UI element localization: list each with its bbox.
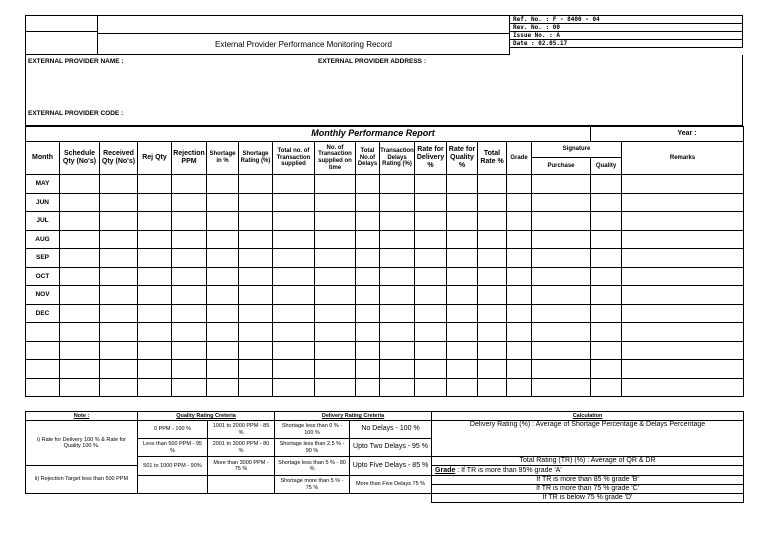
data-cell[interactable] [591,304,622,323]
month-row [26,193,744,212]
calc-delivery-rating: Delivery Rating (%) : Average of Shortage Percentage & Delays Percentage [432,421,744,457]
data-cell[interactable] [100,175,138,194]
year-label: Year : [591,127,744,142]
month-label: SEP [26,249,60,268]
data-cell[interactable] [532,193,591,212]
data-cell[interactable] [507,304,532,323]
data-cell[interactable] [315,267,356,286]
data-cell[interactable] [273,267,315,286]
month-label: MAY [26,175,60,194]
data-cell[interactable] [447,249,478,268]
provider-code-label: EXTERNAL PROVIDER CODE : [28,110,124,117]
delivery-criteria-heading: Delivery Rating Creteria [275,412,432,421]
col-transaction-delays-rating: Transaction Delays Rating (%) [380,142,415,175]
month-label: JUN [26,193,60,212]
data-cell[interactable] [315,249,356,268]
data-cell[interactable] [380,193,415,212]
data-cell[interactable] [447,323,478,342]
data-cell[interactable] [172,323,207,342]
data-cell[interactable] [60,212,100,231]
data-cell[interactable] [100,323,138,342]
delivery-criteria-row: Shortage less than 0 % - 100 % [275,421,350,439]
data-cell[interactable] [138,323,172,342]
data-cell[interactable] [478,378,507,397]
grade-rule-b: If TR is more than 85 % grade 'B' [432,476,744,485]
data-cell[interactable] [138,175,172,194]
data-cell[interactable] [138,341,172,360]
data-cell[interactable] [447,193,478,212]
month-label: DEC [26,304,60,323]
data-cell[interactable] [356,230,380,249]
data-cell[interactable] [447,230,478,249]
col-month: Month [26,142,60,175]
data-cell[interactable] [172,286,207,305]
data-cell[interactable] [507,267,532,286]
data-cell[interactable] [478,267,507,286]
data-cell[interactable] [622,193,744,212]
data-cell[interactable] [207,175,239,194]
document-title: External Provider Performance Monitoring Record [215,40,392,49]
data-cell[interactable] [273,212,315,231]
data-cell[interactable] [507,378,532,397]
data-cell[interactable] [60,323,100,342]
data-cell[interactable] [315,323,356,342]
data-cell[interactable] [356,212,380,231]
data-cell[interactable] [507,249,532,268]
data-cell[interactable] [315,193,356,212]
col-total-delays: Total No.of Delays [356,142,380,175]
data-cell[interactable] [273,304,315,323]
data-cell[interactable] [60,193,100,212]
data-cell[interactable] [207,230,239,249]
col-received-qty: Received Qty (No's) [100,142,138,175]
note-heading: Note : [26,412,138,421]
month-label: AUG [26,230,60,249]
month-row [26,341,744,360]
ref-number: Ref. No. : F - 8400 - 04 [510,16,743,24]
data-cell[interactable] [138,267,172,286]
data-cell[interactable] [239,378,273,397]
data-cell[interactable] [239,212,273,231]
data-cell[interactable] [172,341,207,360]
data-cell[interactable] [622,212,744,231]
data-cell[interactable] [172,249,207,268]
data-cell[interactable] [273,249,315,268]
data-cell[interactable] [622,267,744,286]
col-remarks: Remarks [622,142,744,175]
data-cell[interactable] [532,378,591,397]
grade-rule-a-text: : If TR is more than 95% grade 'A' [455,466,562,474]
data-cell[interactable] [138,378,172,397]
data-cell[interactable] [315,212,356,231]
data-cell[interactable] [622,378,744,397]
performance-table [25,126,744,397]
data-cell[interactable] [591,267,622,286]
data-cell[interactable] [60,286,100,305]
data-cell[interactable] [380,286,415,305]
data-cell[interactable] [100,249,138,268]
data-cell[interactable] [447,267,478,286]
data-cell[interactable] [315,175,356,194]
col-rej-qty: Rej Qty [138,142,172,175]
month-row [26,230,744,249]
data-cell[interactable] [60,230,100,249]
data-cell[interactable] [591,175,622,194]
data-cell[interactable] [532,304,591,323]
data-cell[interactable] [315,304,356,323]
data-cell[interactable] [356,323,380,342]
data-cell[interactable] [239,193,273,212]
data-cell[interactable] [239,175,273,194]
data-cell[interactable] [591,323,622,342]
data-cell[interactable] [591,378,622,397]
col-rate-delivery: Rate for Delivery % [415,142,447,175]
data-cell[interactable] [447,175,478,194]
col-transactions-on-time: No. of Transaction supplied on time [315,142,356,175]
data-cell[interactable] [239,360,273,379]
col-rate-quality: Rate for Quality % [447,142,478,175]
calc-total-rating: Total Rating (TR) (%) : Average of QR & DR [432,457,744,466]
data-cell[interactable] [447,360,478,379]
data-cell[interactable] [415,360,447,379]
issue-date: Date : 02.05.17 [510,40,743,48]
data-cell[interactable] [415,175,447,194]
data-cell[interactable] [622,175,744,194]
data-cell[interactable] [315,286,356,305]
title-box [97,15,510,55]
data-cell[interactable] [207,249,239,268]
data-cell[interactable] [60,304,100,323]
data-cell[interactable] [172,230,207,249]
col-schedule-qty: Schedule Qty (No's) [60,142,100,175]
data-cell[interactable] [380,249,415,268]
month-label [26,323,60,342]
grade-rule-c: If TR is more than 75 % grade 'C' [432,485,744,494]
criteria-footer-table [25,411,744,503]
grade-rule-d: If TR is below 75 % grade 'D' [432,494,744,503]
note-item-2: ii) Rejection Target less than 500 PPM [26,466,138,494]
col-purchase: Purchase [532,158,591,175]
data-cell[interactable] [239,267,273,286]
data-cell[interactable] [415,286,447,305]
data-cell[interactable] [239,230,273,249]
data-cell[interactable] [447,341,478,360]
data-cell[interactable] [478,230,507,249]
data-cell[interactable] [315,378,356,397]
data-cell[interactable] [415,267,447,286]
data-cell[interactable] [172,193,207,212]
data-cell[interactable] [532,175,591,194]
month-label [26,378,60,397]
data-cell[interactable] [172,304,207,323]
data-cell[interactable] [478,193,507,212]
data-cell[interactable] [138,212,172,231]
data-cell[interactable] [239,249,273,268]
data-cell[interactable] [356,304,380,323]
data-cell[interactable] [172,360,207,379]
data-cell[interactable] [591,360,622,379]
data-cell[interactable] [478,286,507,305]
data-cell[interactable] [60,360,100,379]
quality-criteria-row: 2001 to 3000 PPM - 80 % [208,439,275,457]
data-cell[interactable] [356,360,380,379]
data-cell[interactable] [273,175,315,194]
month-row [26,304,744,323]
data-cell[interactable] [447,212,478,231]
data-cell[interactable] [478,304,507,323]
data-cell[interactable] [356,341,380,360]
data-cell[interactable] [172,378,207,397]
data-cell[interactable] [591,286,622,305]
quality-criteria-row: 501 to 1000 PPM - 90% [138,457,208,476]
data-cell[interactable] [415,193,447,212]
data-cell[interactable] [60,175,100,194]
month-label [26,360,60,379]
data-cell[interactable] [207,193,239,212]
data-cell[interactable] [273,286,315,305]
data-cell[interactable] [100,212,138,231]
quality-criteria-row: Less than 500 PPM - 95 % [138,439,208,457]
data-cell[interactable] [507,360,532,379]
data-cell[interactable] [273,341,315,360]
note-item-1: i) Rate for Delivery 100 % & Rate for Quality 100 %. [26,421,138,466]
data-cell[interactable] [138,286,172,305]
data-cell[interactable] [356,193,380,212]
data-cell[interactable] [239,341,273,360]
data-cell[interactable] [273,193,315,212]
month-row [26,212,744,231]
data-cell[interactable] [447,304,478,323]
data-cell[interactable] [478,323,507,342]
delivery-criteria-row: Upto Five Delays - 85 % [350,457,432,476]
issue-number: Issue No. : A [510,32,743,40]
data-cell[interactable] [356,286,380,305]
data-cell[interactable] [415,341,447,360]
data-cell[interactable] [415,249,447,268]
data-cell[interactable] [172,175,207,194]
data-cell[interactable] [100,193,138,212]
data-cell[interactable] [356,267,380,286]
data-cell[interactable] [100,378,138,397]
data-cell[interactable] [239,286,273,305]
col-total-rate: Total Rate % [478,142,507,175]
data-cell[interactable] [100,286,138,305]
data-cell[interactable] [138,249,172,268]
data-cell[interactable] [532,286,591,305]
data-cell[interactable] [478,212,507,231]
data-cell[interactable] [380,175,415,194]
data-cell[interactable] [532,323,591,342]
provider-address-label: EXTERNAL PROVIDER ADDRESS : [318,58,426,65]
data-cell[interactable] [172,212,207,231]
data-cell[interactable] [100,304,138,323]
data-cell[interactable] [622,341,744,360]
data-cell[interactable] [60,249,100,268]
provider-name-label: EXTERNAL PROVIDER NAME : [28,58,124,65]
data-cell[interactable] [273,378,315,397]
quality-criteria-heading: Quality Rating Creteria [138,412,275,421]
delivery-criteria-row: More than Five Delays 75 % [350,476,432,494]
data-cell[interactable] [447,378,478,397]
data-cell[interactable] [100,230,138,249]
col-total-transactions: Total no. of Transaction supplied [273,142,315,175]
data-cell[interactable] [532,267,591,286]
provider-info-box [25,55,743,126]
calculation-heading: Calculation [432,412,744,421]
col-rejection-ppm: Rejection PPM [172,142,207,175]
data-cell[interactable] [380,378,415,397]
data-cell[interactable] [60,378,100,397]
data-cell[interactable] [507,212,532,231]
data-cell[interactable] [415,304,447,323]
data-cell[interactable] [415,212,447,231]
data-cell[interactable] [591,249,622,268]
col-shortage-pct: Shortage in % [207,142,239,175]
data-cell[interactable] [478,249,507,268]
data-cell[interactable] [591,193,622,212]
data-cell[interactable] [415,230,447,249]
data-cell[interactable] [380,323,415,342]
data-cell[interactable] [138,360,172,379]
data-cell[interactable] [315,341,356,360]
data-cell[interactable] [207,304,239,323]
data-cell[interactable] [532,249,591,268]
data-cell[interactable] [239,323,273,342]
data-cell[interactable] [622,304,744,323]
month-row [26,286,744,305]
data-cell[interactable] [507,341,532,360]
month-label: NOV [26,286,60,305]
data-cell[interactable] [507,193,532,212]
data-cell[interactable] [380,360,415,379]
month-row [26,378,744,397]
data-cell[interactable] [447,286,478,305]
month-label: OCT [26,267,60,286]
data-cell[interactable] [207,267,239,286]
data-cell[interactable] [380,267,415,286]
data-cell[interactable] [622,249,744,268]
data-cell[interactable] [207,212,239,231]
month-label: JUL [26,212,60,231]
data-cell[interactable] [591,230,622,249]
quality-criteria-row: More than 3000 PPM - 75 % [208,457,275,476]
data-cell[interactable] [478,175,507,194]
data-cell[interactable] [591,212,622,231]
data-cell[interactable] [60,341,100,360]
grade-rule-a [432,466,744,476]
report-title: Monthly Performance Report [26,127,591,142]
data-cell[interactable] [380,212,415,231]
data-cell[interactable] [207,323,239,342]
data-cell[interactable] [138,304,172,323]
data-cell[interactable] [507,230,532,249]
data-cell[interactable] [478,360,507,379]
data-cell[interactable] [273,323,315,342]
month-label [26,341,60,360]
data-cell[interactable] [380,304,415,323]
month-row [26,323,744,342]
delivery-criteria-row: Shortage less than 2.5 % - 90 % [275,439,350,457]
data-cell[interactable] [622,360,744,379]
data-cell[interactable] [315,360,356,379]
document-control-table [509,15,743,48]
data-cell[interactable] [415,378,447,397]
data-cell[interactable] [356,249,380,268]
grade-label: Grade [435,466,456,474]
data-cell[interactable] [532,341,591,360]
month-row [26,175,744,194]
col-shortage-rating: Shortage Rating (%) [239,142,273,175]
data-cell[interactable] [207,360,239,379]
month-row [26,249,744,268]
data-cell[interactable] [100,341,138,360]
data-cell[interactable] [138,193,172,212]
data-cell[interactable] [356,378,380,397]
data-cell[interactable] [172,267,207,286]
col-signature: Signature [532,142,622,158]
data-cell[interactable] [622,230,744,249]
data-cell[interactable] [507,323,532,342]
month-row [26,360,744,379]
data-cell[interactable] [273,230,315,249]
month-row [26,267,744,286]
data-cell[interactable] [356,175,380,194]
col-grade: Grade [507,142,532,175]
data-cell[interactable] [532,212,591,231]
data-cell[interactable] [207,378,239,397]
delivery-criteria-row: Shortage less than 5 % - 80 % [275,457,350,476]
data-cell[interactable] [532,360,591,379]
data-cell[interactable] [507,286,532,305]
data-cell[interactable] [380,230,415,249]
data-cell[interactable] [138,230,172,249]
quality-criteria-row: 1001 to 2000 PPM - 85 % [208,421,275,439]
delivery-criteria-row: No Delays - 100 % [350,421,432,439]
data-cell[interactable] [60,267,100,286]
data-cell[interactable] [622,286,744,305]
data-cell[interactable] [507,175,532,194]
data-cell[interactable] [100,360,138,379]
delivery-criteria-row: Upto Two Delays - 95 % [350,439,432,457]
data-cell[interactable] [100,267,138,286]
rev-number: Rev. No. : 00 [510,24,743,32]
data-cell[interactable] [380,341,415,360]
data-cell[interactable] [532,230,591,249]
data-cell[interactable] [239,304,273,323]
data-cell[interactable] [207,341,239,360]
data-cell[interactable] [591,341,622,360]
data-cell[interactable] [415,323,447,342]
data-cell[interactable] [478,341,507,360]
col-quality: Quality [591,158,622,175]
quality-criteria-row: 0 PPM - 100 % [138,421,208,439]
data-cell[interactable] [207,286,239,305]
data-cell[interactable] [315,230,356,249]
delivery-criteria-row: Shortage more than 5 % - 75 % [275,476,350,494]
data-cell[interactable] [273,360,315,379]
data-cell[interactable] [622,323,744,342]
